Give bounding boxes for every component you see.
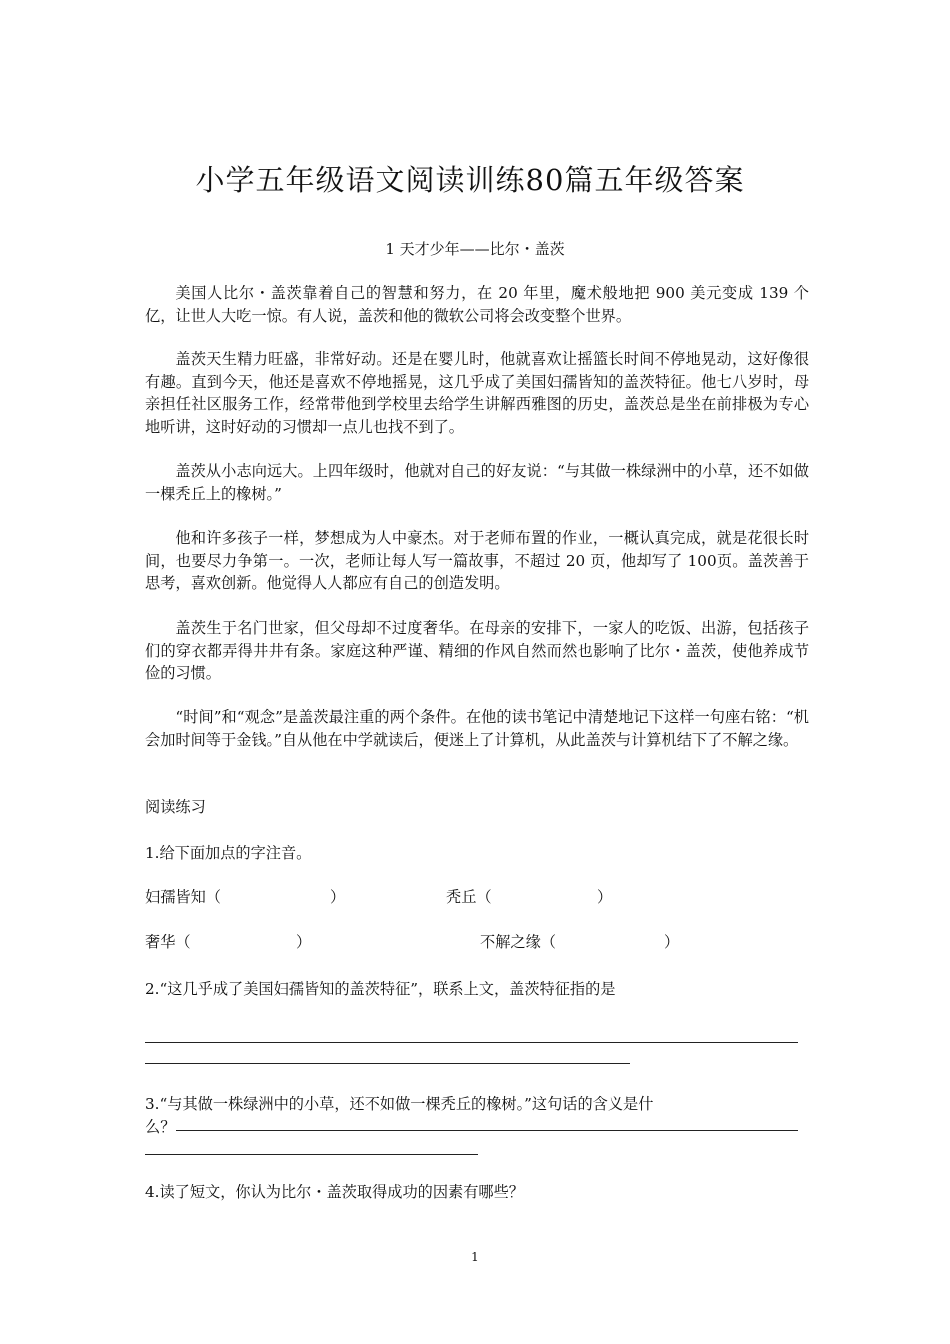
paragraph-1: 美国人比尔・盖茨靠着自己的智慧和努力，在 20 年里，魔术般地把 900 美元变成 139 个亿，让世人大吃一惊。有人说，盖茨和他的微软公司将会改变整个世界。 [145, 284, 809, 325]
question-3-line-1: 3.“与其做一株绿洲中的小草，还不如做一棵秃丘的橡树。”这句话的含义是什 [145, 1095, 654, 1113]
q1-item-1-word: 妇孺皆知（ [145, 888, 221, 906]
answer-line-q3-2[interactable] [145, 1154, 478, 1155]
question-4: 4.读了短文，你认为比尔・盖茨取得成功的因素有哪些？ [145, 1183, 524, 1201]
q1-item-2-close: ） [597, 888, 613, 906]
answer-line-q2-1[interactable] [145, 1042, 798, 1043]
document-title: 小学五年级语文阅读训练80篇五年级答案 [195, 163, 745, 197]
q1-item-4-word: 不解之缘（ [480, 933, 556, 951]
q1-item-3-close: ） [296, 933, 312, 951]
q1-item-2-word: 秃丘（ [446, 888, 492, 906]
q1-item-1-close: ） [330, 888, 346, 906]
paragraph-3: 盖茨从小志向远大。上四年级时，他就对自己的好友说：“与其做一株绿洲中的小草，还不如做一棵秃丘上的橡树。” [145, 462, 809, 503]
question-3-line-2: 么？ [145, 1118, 176, 1136]
answer-line-q3-1[interactable] [176, 1130, 798, 1131]
paragraph-6: “时间”和“观念”是盖茨最注重的两个条件。在他的读书笔记中清楚地记下这样一句座右铭：“机会加时间等于金钱。”自从他在中学就读后，便迷上了计算机，从此盖茨与计算机结下了不解之缘。 [145, 708, 809, 749]
question-2: 2.“这几乎成了美国妇孺皆知的盖茨特征”，联系上文，盖茨特征指的是 [145, 980, 616, 998]
q1-item-3 [145, 931, 191, 953]
q1-item-1 [145, 886, 221, 908]
page-number: 1 [471, 1250, 479, 1264]
exercise-heading: 阅读练习 [145, 798, 206, 816]
q1-item-2 [446, 886, 492, 908]
paragraph-2: 盖茨天生精力旺盛，非常好动。还是在婴儿时，他就喜欢让摇篮长时间不停地晃动，这好像很有趣。直到今天，他还是喜欢不停地摇晃，这几乎成了美国妇孺皆知的盖茨特征。他七八岁时，母亲担任社区服务工作，经常带他到学校里去给学生讲解西雅图的历史，盖茨总是坐在前排极为专心地听讲，这时好动的习惯却一点儿也找不到了。 [145, 350, 809, 436]
paragraph-4: 他和许多孩子一样，梦想成为人中豪杰。对于老师布置的作业，一概认真完成，就是花很长时间，也要尽力争第一。一次，老师让每人写一篇故事，不超过 20 页，他却写了 100页。盖茨善于思考，喜欢创新。他觉得人人都应有自己的创造发明。 [145, 529, 809, 592]
q1-item-4-close: ） [664, 933, 680, 951]
q1-item-4 [480, 931, 556, 953]
q1-item-3-word: 奢华（ [145, 933, 191, 951]
paragraph-5: 盖茨生于名门世家，但父母却不过度奢华。在母亲的安排下，一家人的吃饭、出游，包括孩子们的穿衣都弄得井井有条。家庭这种严谨、精细的作风自然而然也影响了比尔・盖茨，使他养成节俭的习惯。 [145, 619, 809, 682]
article-subtitle: 1 天才少年——比尔・盖茨 [385, 240, 565, 258]
answer-line-q2-2[interactable] [145, 1063, 630, 1064]
question-1: 1.给下面加点的字注音。 [145, 844, 312, 862]
